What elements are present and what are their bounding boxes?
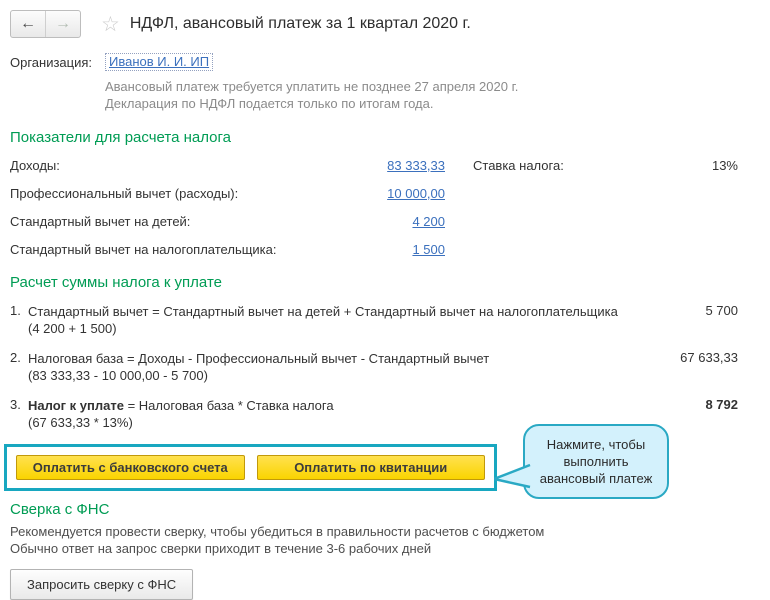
indicators-heading: Показатели для расчета налога — [10, 129, 231, 146]
organization-row — [10, 53, 760, 71]
deadline-notice-line1: Авансовый платеж требуется уплатить не позднее 27 апреля 2020 г. — [105, 79, 519, 94]
calc-item-formula-text: Стандартный вычет = Стандартный вычет на детей + Стандартный вычет на налогоплательщика — [28, 304, 618, 319]
calc-item-result: 67 633,33 — [680, 350, 738, 365]
calc-item-tax-base — [10, 350, 738, 384]
children-deduction-row — [10, 214, 738, 230]
nav-button-group — [10, 10, 81, 38]
children-deduction-label: Стандартный вычет на детей: — [10, 214, 191, 229]
income-value-link[interactable]: 83 333,33 — [387, 158, 445, 173]
pay-by-receipt-button[interactable]: Оплатить по квитанции — [257, 455, 486, 480]
calc-item-formula-values: (4 200 + 1 500) — [28, 321, 117, 336]
calc-item-result: 5 700 — [705, 303, 738, 318]
calc-item-number: 3. — [10, 397, 21, 412]
calc-item-result: 8 792 — [705, 397, 738, 412]
page-title: НДФЛ, авансовый платеж за 1 квартал 2020 г. — [129, 15, 471, 32]
header — [10, 8, 760, 40]
fns-description-line2: Обычно ответ на запрос сверки приходит в течение 3-6 рабочих дней — [10, 541, 432, 556]
request-fns-reconciliation-button[interactable]: Запросить сверку с ФНС — [10, 569, 193, 600]
fns-description — [10, 523, 760, 557]
payment-area — [10, 437, 760, 501]
calc-item-formula-text: Налог к уплате = Налоговая база * Ставка налога — [28, 398, 334, 413]
taxpayer-deduction-value-link[interactable]: 1 500 — [412, 242, 445, 257]
calc-item-standard-deduction — [10, 303, 738, 337]
calc-item-number: 2. — [10, 350, 21, 365]
calculation-heading: Расчет суммы налога к уплате — [10, 274, 222, 291]
professional-deduction-label: Профессиональный вычет (расходы): — [10, 186, 239, 201]
income-row — [10, 158, 738, 174]
fns-heading: Сверка с ФНС — [10, 501, 110, 518]
favorite-star-icon[interactable]: ☆ — [101, 12, 120, 36]
calc-item-formula-text: Налоговая база = Доходы - Профессиональный вычет - Стандартный вычет — [28, 351, 490, 366]
taxpayer-deduction-row — [10, 242, 738, 258]
calc-item-number: 1. — [10, 303, 21, 318]
fns-description-line1: Рекомендуется провести сверку, чтобы убедиться в правильности расчетов с бюджетом — [10, 524, 545, 539]
taxpayer-deduction-label: Стандартный вычет на налогоплательщика: — [10, 242, 277, 257]
back-icon[interactable]: ← — [11, 11, 46, 37]
calc-item-formula-values: (83 333,33 - 10 000,00 - 5 700) — [28, 368, 208, 383]
pay-from-bank-account-button[interactable]: Оплатить с банковского счета — [16, 455, 245, 480]
callout-tail — [494, 462, 532, 490]
deadline-notice — [105, 78, 760, 112]
tax-rate-value: 13% — [711, 158, 738, 173]
professional-deduction-row — [10, 186, 738, 202]
deadline-notice-line2: Декларация по НДФЛ подается только по итогам года. — [105, 96, 434, 111]
forward-icon[interactable]: → — [55, 15, 71, 32]
tax-rate-label: Ставка налога: — [473, 158, 564, 173]
organization-label: Организация: — [10, 54, 93, 70]
professional-deduction-value-link[interactable]: 10 000,00 — [387, 186, 445, 201]
children-deduction-value-link[interactable]: 4 200 — [412, 214, 445, 229]
organization-link[interactable]: Иванов И. И. ИП — [105, 53, 213, 71]
callout-bubble — [523, 424, 669, 499]
income-label: Доходы: — [10, 158, 60, 173]
callout-text: Нажмите, чтобы выполнить авансовый платеж — [539, 437, 653, 486]
calc-item-formula-values: (67 633,33 * 13%) — [28, 415, 133, 430]
payment-highlight-box — [4, 444, 497, 491]
